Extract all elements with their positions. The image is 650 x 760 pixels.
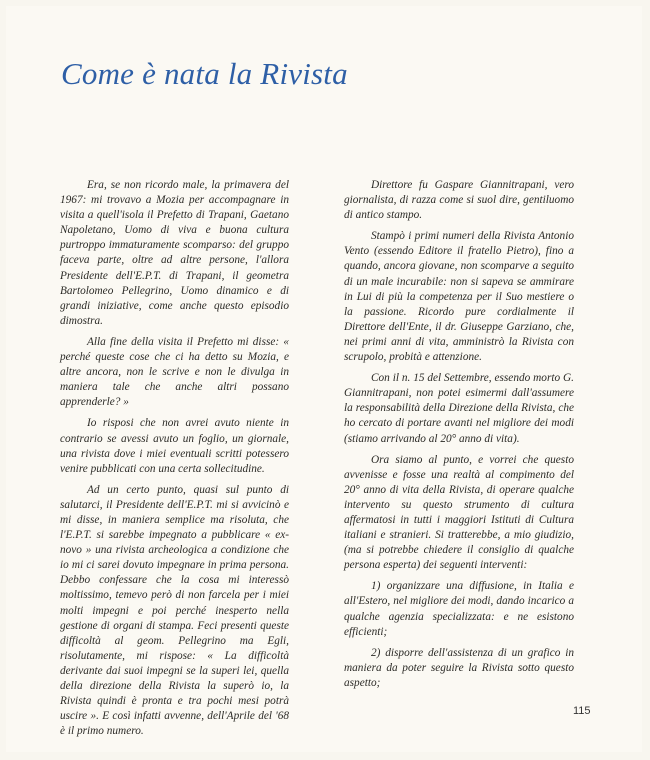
paragraph: Era, se non ricordo male, la primavera del 1967: mi trovavo a Mozia per accompagnare in visita a quell'isola il Prefetto di Trapani, Gaetano Napoletano, Uomo di viva e buona cultura purtroppo immaturamente scomparso: del gruppo faceva parte, oltre ad altre persone, l'allora Presidente dell'E.P.T. di Trapani, il geometra Bartolomeo Pellegrino, Uomo dinamico e di grandi iniziative, come anche questo episodio dimostra.: [60, 179, 289, 327]
paragraph: Io risposi che non avrei avuto niente in contrario se avessi avuto un foglio, un giornale, una rivista dove i miei eventuali scritti potessero venire pubblicati con una certa sollecitudine.: [60, 417, 289, 475]
right-column: [344, 178, 574, 697]
paragraph: Stampò i primi numeri della Rivista Antonio Vento (essendo Editore il fratello Pietro), fino a quando, ancora giovane, non scomparve a seguito di un male incurabile: non si sapeva se ammirare in Lui di più la competenza per il Suo mestiere o la passione. Ricordo pure cordialmente il Direttore dell'Ente, il dr. Giuseppe Garziano, che, nei primi anni di vita, amministrò la Rivista con scrupolo, probità e attenzione.: [344, 230, 574, 364]
paragraph: Con il n. 15 del Settembre, essendo morto G. Giannitrapani, non potei esimermi dall'assumere la responsabilità della Direzione della Rivista, che ho cercato di portare avanti nel migliore dei modi (stiamo arrivando al 20° anno di vita).: [344, 372, 574, 445]
paragraph: Ora siamo al punto, e vorrei che questo avvenisse e fosse una realtà al compimento del 20° anno di vita della Rivista, di operare qualche intervento su questo strumento di cultura affermatosi in tutti i maggiori Istituti di Cultura italiani e stranieri. Si tratterebbe, a mio giudizio, (ma si potrebbe chiedere il consiglio di qualche persona esperta) dei seguenti interventi:: [344, 453, 574, 572]
left-column: [60, 178, 289, 745]
page-number: 115: [573, 705, 591, 717]
article-title: Come è nata la Rivista: [61, 56, 348, 91]
paragraph: 2) disporre dell'assistenza di un grafico in maniera da poter seguire la Rivista sotto questo aspetto;: [344, 646, 574, 689]
paragraph: 1) organizzare una diffusione, in Italia e all'Estero, nel migliore dei modi, dando incarico a qualche agenzia specializzata: e ne esistono efficienti;: [344, 580, 574, 638]
paragraph: Ad un certo punto, quasi sul punto di salutarci, il Presidente dell'E.P.T. mi si avvicinò e mi disse, in maniera semplice ma risoluta, che l'E.P.T. si sarebbe impegnato a pubblicare « ex-novo » una rivista archeologica a condizione che io mi ci sarei dovuto impegnare in prima persona. Debbo confessare che la cosa mi interessò moltissimo, temevo però di non farcela per i miei molti impegni e poi perché inesperto nella gestione di organi di stampa. Feci presenti queste difficoltà al geom. Pellegrino ma Egli, risolutamente, mi rispose: « La difficoltà derivante dai suoi impegni se la superi lei, quella della direzione della Rivista la superò io, la Rivista quindi è pronta e tra pochi mesi potrà uscire ». E così infatti avvenne, dell'Aprile del '68 è il primo numero.: [60, 483, 289, 738]
paragraph: Direttore fu Gaspare Giannitrapani, vero giornalista, di razza come si suol dire, gentiluomo di antico stampo.: [344, 179, 574, 222]
paragraph: Alla fine della visita il Prefetto mi disse: « perché queste cose che ci ha detto su Mozia, e altre ancora, non le scrive e non le divulga in maniera tale che anche altri possano apprenderle? »: [60, 335, 289, 409]
